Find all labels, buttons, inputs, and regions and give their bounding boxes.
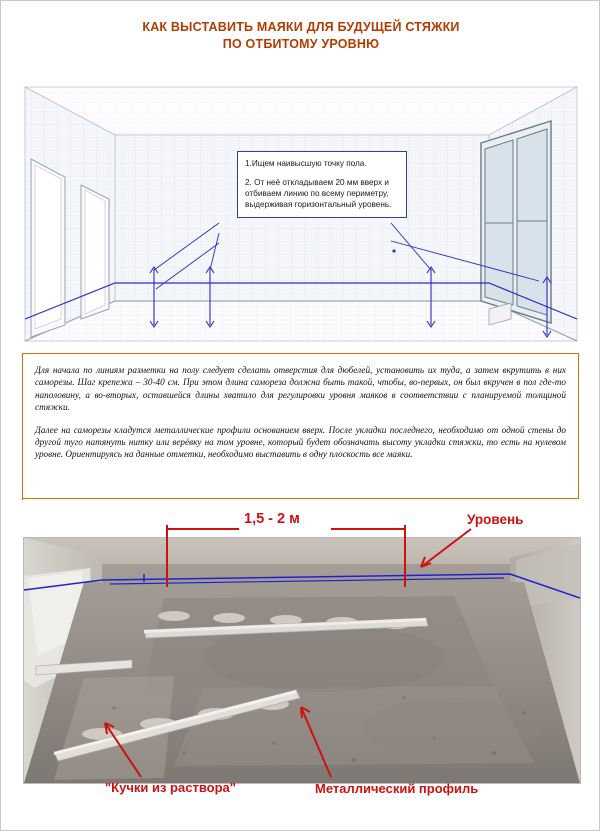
room-perspective-illustration: [19, 73, 583, 345]
annotation-dimension: 1,5 - 2 м: [244, 511, 300, 527]
callout-step-1: 1.Ищем наивысшую точку пола.: [245, 159, 367, 168]
instruction-paragraph-2: Далее на саморезы кладутся металлические профили основанием вверх. После укладки последнего, необходимо от одной стены до другой туго натянуть нитку или верёвку на том уровне, который будет обозначать высоту укладки стяжки, то есть на нулевом уровне. Ориентируясь на данные отметки, необходимо выставить в одну плоскость все маяки.: [35, 424, 566, 460]
text-block-left-rule: [22, 353, 24, 500]
door-left-far: [81, 185, 109, 319]
diagram-callout: [237, 151, 407, 218]
annotation-mortar-heaps: "Кучки из раствора": [105, 780, 236, 795]
page-title-line-2: ПО ОТБИТОМУ УРОВНЮ: [222, 37, 380, 51]
annotation-level: Уровень: [467, 512, 524, 527]
instruction-paragraph-1: Для начала по линиям разметки на полу следует сделать отверстия для дюбелей, установить их туда, а затем вкрутить в них саморезы. Шаг крепежа – 30-40 см. При этом длина самореза должна быть такой, чтобы, во-первых, он был вкручен в пол где-то наполовину, а во-вторых, оставшейся длины хватило для регулировки уровня маяков в соответствии с планируемой толщиной стяжки.: [35, 365, 566, 413]
callout-step-2: 2. От неё откладываем 20 мм вверх и отбиваем линию по всему периметру, выдерживая горизонтальный уровень.: [245, 178, 392, 209]
photo-illustration: [24, 538, 580, 783]
page-title-line-1: КАК ВЫСТАВИТЬ МАЯКИ ДЛЯ БУДУЩЕЙ СТЯЖКИ: [142, 20, 460, 34]
window-right: [481, 121, 551, 323]
reference-photo: [23, 537, 581, 784]
annotation-metal-profile: Металлический профиль: [315, 781, 479, 796]
instruction-text-block: [23, 353, 579, 499]
page-title: [1, 19, 600, 53]
